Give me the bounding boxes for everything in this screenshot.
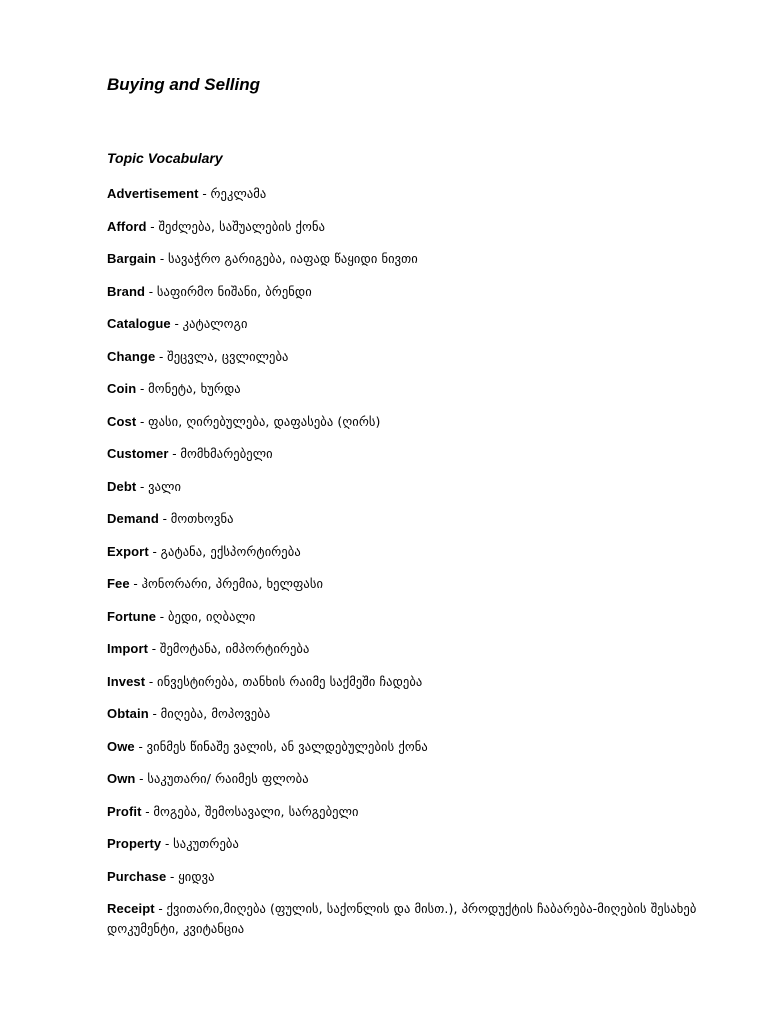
vocabulary-definition: გატანა, ექსპორტირება: [160, 543, 301, 559]
vocabulary-item: [107, 574, 727, 594]
vocabulary-item: [107, 249, 727, 269]
term-separator: -: [154, 901, 167, 916]
vocabulary-definition: ვინმეს წინაშე ვალის, ან ვალდებულების ქონა: [146, 738, 428, 754]
vocabulary-definition: ინვესტირება, თანხის რაიმე საქმეში ჩადება: [157, 673, 423, 689]
vocabulary-term: Fee: [107, 576, 130, 591]
vocabulary-term: Profit: [107, 803, 142, 819]
vocabulary-definition: ქვითარი,მიღება (ფულის, საქონლის და მისთ.), პროდუქტის ჩაბარება-მიღების შესახებ დოკუმენტი, კვიტანცია: [107, 901, 697, 936]
vocabulary-definition: კატალოგი: [182, 316, 248, 331]
term-separator: -: [145, 673, 158, 689]
vocabulary-item: [107, 509, 727, 529]
vocabulary-definition: სავაჭრო გარიგება, იაფად წაყიდი ნივთი: [167, 251, 418, 266]
term-separator: -: [148, 706, 161, 721]
vocabulary-term: Property: [107, 836, 162, 851]
vocabulary-term: Coin: [107, 381, 137, 396]
vocabulary-definition: მოგება, შემოსავალი, სარგებელი: [153, 803, 359, 819]
vocabulary-definition: ფასი, ღირებულება, დაფასება (ღირს): [148, 413, 381, 429]
term-separator: -: [155, 348, 168, 364]
vocabulary-definition: ვალი: [148, 478, 182, 494]
term-separator: -: [136, 413, 149, 429]
vocabulary-definition: რეკლამა: [210, 186, 267, 201]
vocabulary-item: [107, 412, 727, 432]
vocabulary-item: [107, 347, 727, 367]
vocabulary-definition: ბედი, იღბალი: [167, 608, 256, 624]
vocabulary-term: Fortune: [107, 608, 157, 624]
term-separator: -: [148, 641, 160, 656]
vocabulary-item: [107, 542, 727, 562]
vocabulary-definition: ჰონორარი, პრემია, ხელფასი: [141, 576, 324, 591]
vocabulary-item: [107, 834, 727, 854]
vocabulary-definition: მოთხოვნა: [170, 511, 234, 526]
vocabulary-term: Import: [107, 641, 149, 656]
term-separator: -: [168, 446, 181, 461]
term-separator: -: [134, 738, 147, 754]
vocabulary-term: Receipt: [107, 901, 155, 916]
vocabulary-term: Change: [107, 348, 156, 364]
vocabulary-term: Owe: [107, 738, 135, 754]
term-separator: -: [161, 836, 174, 851]
vocabulary-term: Invest: [107, 673, 146, 689]
vocabulary-term: Debt: [107, 478, 137, 494]
page-title: Buying and Selling: [107, 75, 261, 94]
vocabulary-definition: ყიდვა: [178, 868, 215, 884]
vocabulary-definition: საკუთარი/ რაიმეს ფლობა: [147, 771, 309, 786]
vocabulary-term: Brand: [107, 283, 146, 299]
term-separator: -: [198, 186, 211, 201]
term-separator: -: [141, 803, 154, 819]
vocabulary-item: [107, 184, 727, 204]
term-separator: -: [158, 511, 171, 526]
vocabulary-item: [107, 802, 727, 822]
vocabulary-term: Cost: [107, 413, 137, 429]
term-separator: -: [156, 251, 168, 266]
vocabulary-term: Customer: [107, 446, 169, 461]
vocabulary-item: [107, 379, 727, 399]
vocabulary-term: Demand: [107, 511, 159, 526]
vocabulary-definition: შეძლება, საშუალების ქონა: [158, 218, 326, 234]
vocabulary-term: Catalogue: [107, 316, 171, 331]
vocabulary-definition: მიღება, მოპოვება: [160, 706, 271, 721]
vocabulary-definition: მომხმარებელი: [180, 446, 273, 461]
vocabulary-item: [107, 314, 727, 334]
vocabulary-term: Purchase: [107, 868, 167, 884]
vocabulary-item: [107, 867, 727, 887]
vocabulary-definition: საფირმო ნიშანი, ბრენდი: [156, 283, 312, 299]
vocabulary-item: [107, 217, 727, 237]
term-separator: -: [166, 868, 179, 884]
vocabulary-term: Advertisement: [107, 186, 199, 201]
vocabulary-definition: შემოტანა, იმპორტირება: [159, 641, 310, 656]
vocabulary-list: [107, 184, 727, 952]
term-separator: -: [148, 543, 161, 559]
vocabulary-item: [107, 704, 727, 724]
section-title: Topic Vocabulary: [107, 150, 223, 166]
vocabulary-item: [107, 282, 727, 302]
vocabulary-item: [107, 607, 727, 627]
vocabulary-item: [107, 639, 727, 659]
vocabulary-term: Obtain: [107, 706, 149, 721]
term-separator: -: [156, 608, 168, 624]
term-separator: -: [129, 576, 142, 591]
vocabulary-term: Export: [107, 543, 149, 559]
vocabulary-item: [107, 899, 727, 939]
term-separator: -: [170, 316, 183, 331]
vocabulary-definition: შეცვლა, ცვლილება: [167, 348, 289, 364]
vocabulary-term: Bargain: [107, 251, 157, 266]
term-separator: -: [135, 771, 148, 786]
term-separator: -: [136, 478, 149, 494]
vocabulary-item: [107, 737, 727, 757]
vocabulary-item: [107, 769, 727, 789]
term-separator: -: [146, 218, 159, 234]
vocabulary-term: Afford: [107, 218, 147, 234]
vocabulary-item: [107, 477, 727, 497]
term-separator: -: [136, 381, 149, 396]
term-separator: -: [145, 283, 157, 299]
vocabulary-definition: მონეტა, ხურდა: [148, 381, 241, 396]
vocabulary-term: Own: [107, 771, 136, 786]
vocabulary-item: [107, 444, 727, 464]
vocabulary-definition: საკუთრება: [173, 836, 239, 851]
vocabulary-item: [107, 672, 727, 692]
